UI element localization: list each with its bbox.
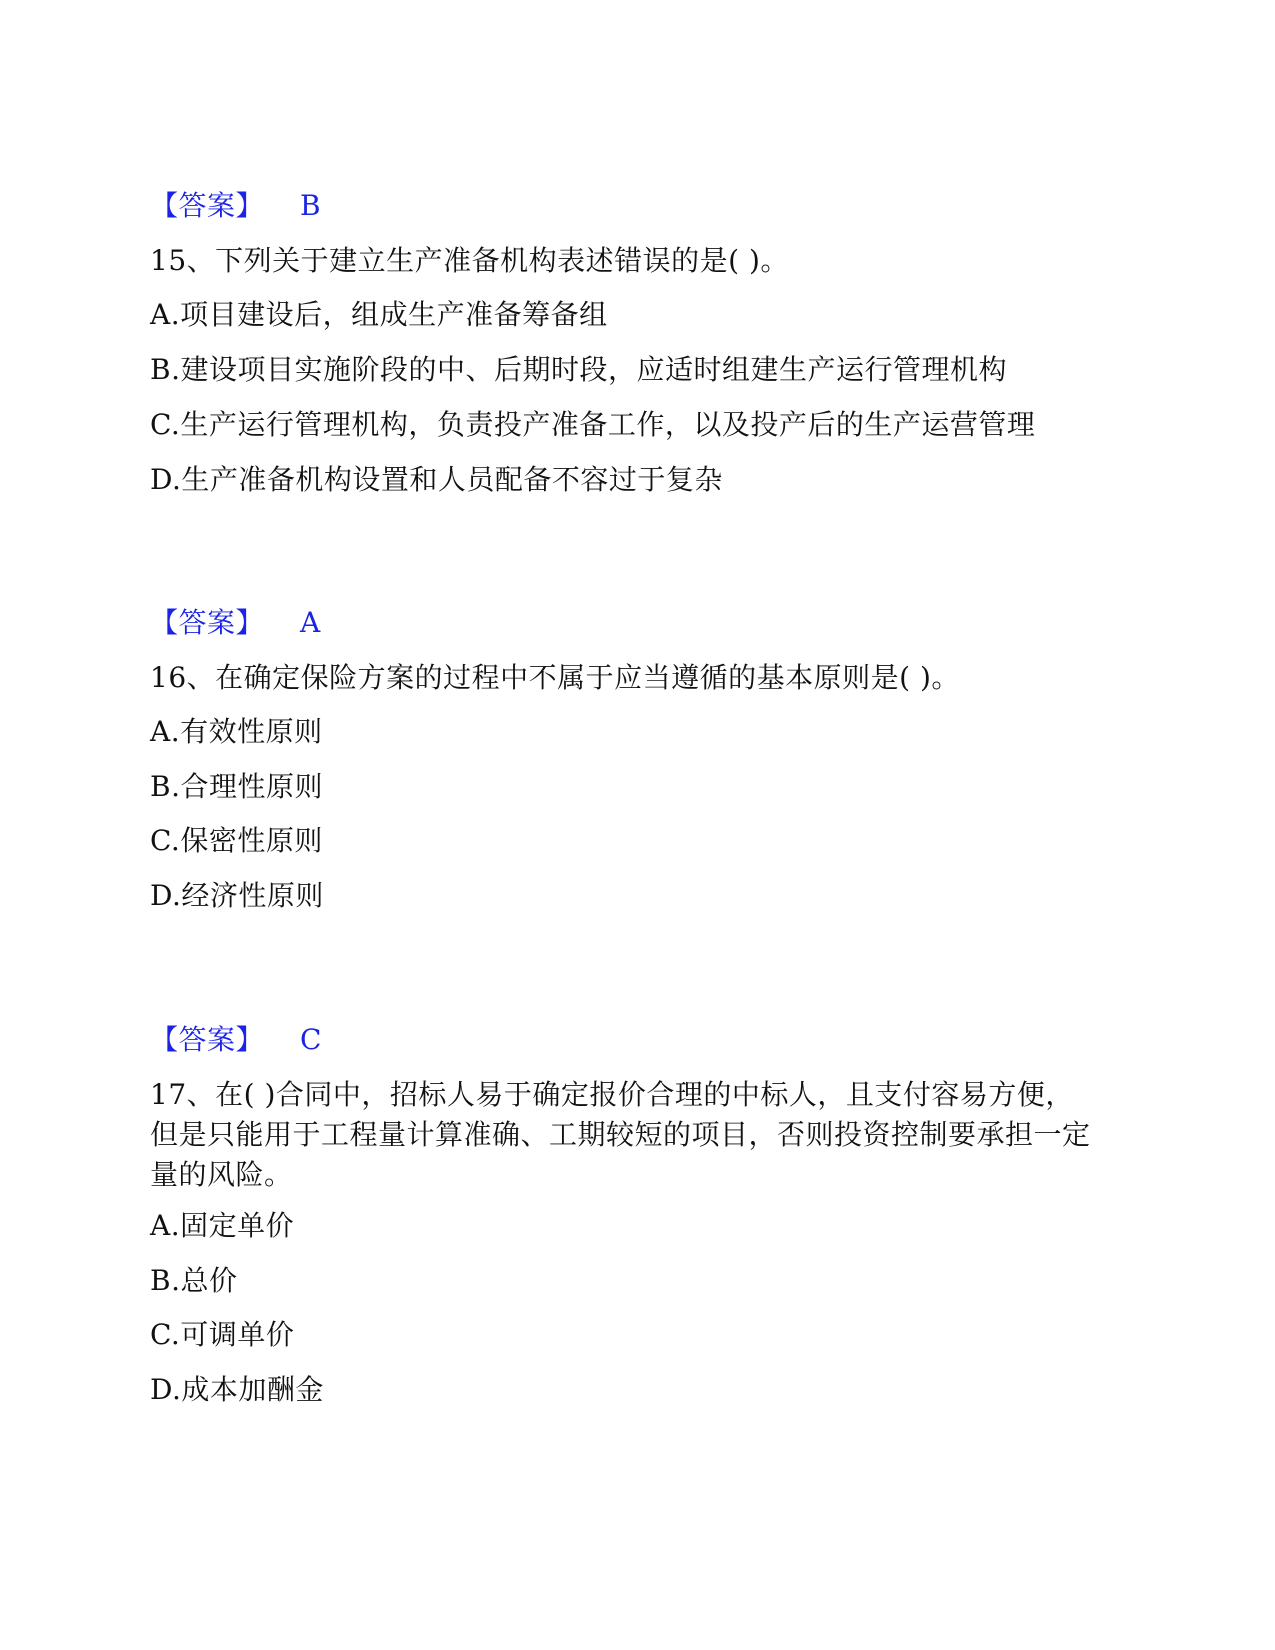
answer-label: 【答案】 [150,189,265,222]
answer-label: 【答案】 [150,1023,265,1056]
question-stem-line: 量的风险。 [150,1158,293,1191]
option-c: C.生产运行管理机构，负责投产准备工作，以及投产后的生产运营管理 [150,408,1036,441]
question-stem-16: 16、在确定保险方案的过程中不属于应当遵循的基本原则是( )。 [150,661,960,694]
answer-label: 【答案】 [150,606,265,639]
answer-line-q16 [150,1020,322,1060]
question-stem-17 [150,1075,1130,1195]
option-b: B.总价 [150,1264,238,1297]
option-d: D.生产准备机构设置和人员配备不容过于复杂 [150,463,723,496]
option-a: A.项目建设后，组成生产准备筹备组 [150,298,608,331]
answer-value: A [300,606,321,639]
option-c: C.保密性原则 [150,824,323,857]
option-a: A.固定单价 [150,1209,295,1242]
question-stem-15: 15、下列关于建立生产准备机构表述错误的是( )。 [150,244,789,277]
question-stem-line: 17、在( )合同中，招标人易于确定报价合理的中标人，且支付容易方便， [150,1078,1074,1111]
option-b: B.建设项目实施阶段的中、后期时段，应适时组建生产运行管理机构 [150,353,1007,386]
question-stem-line: 但是只能用于工程量计算准确、工期较短的项目，否则投资控制要承担一定 [150,1118,1091,1151]
option-b: B.合理性原则 [150,770,323,803]
answer-value: B [300,189,322,222]
answer-line-q15 [150,603,321,643]
option-a: A.有效性原则 [150,715,323,748]
option-d: D.经济性原则 [150,879,324,912]
option-d: D.成本加酬金 [150,1373,324,1406]
answer-line-q14 [150,186,322,226]
answer-value: C [300,1023,322,1056]
option-c: C.可调单价 [150,1318,295,1351]
